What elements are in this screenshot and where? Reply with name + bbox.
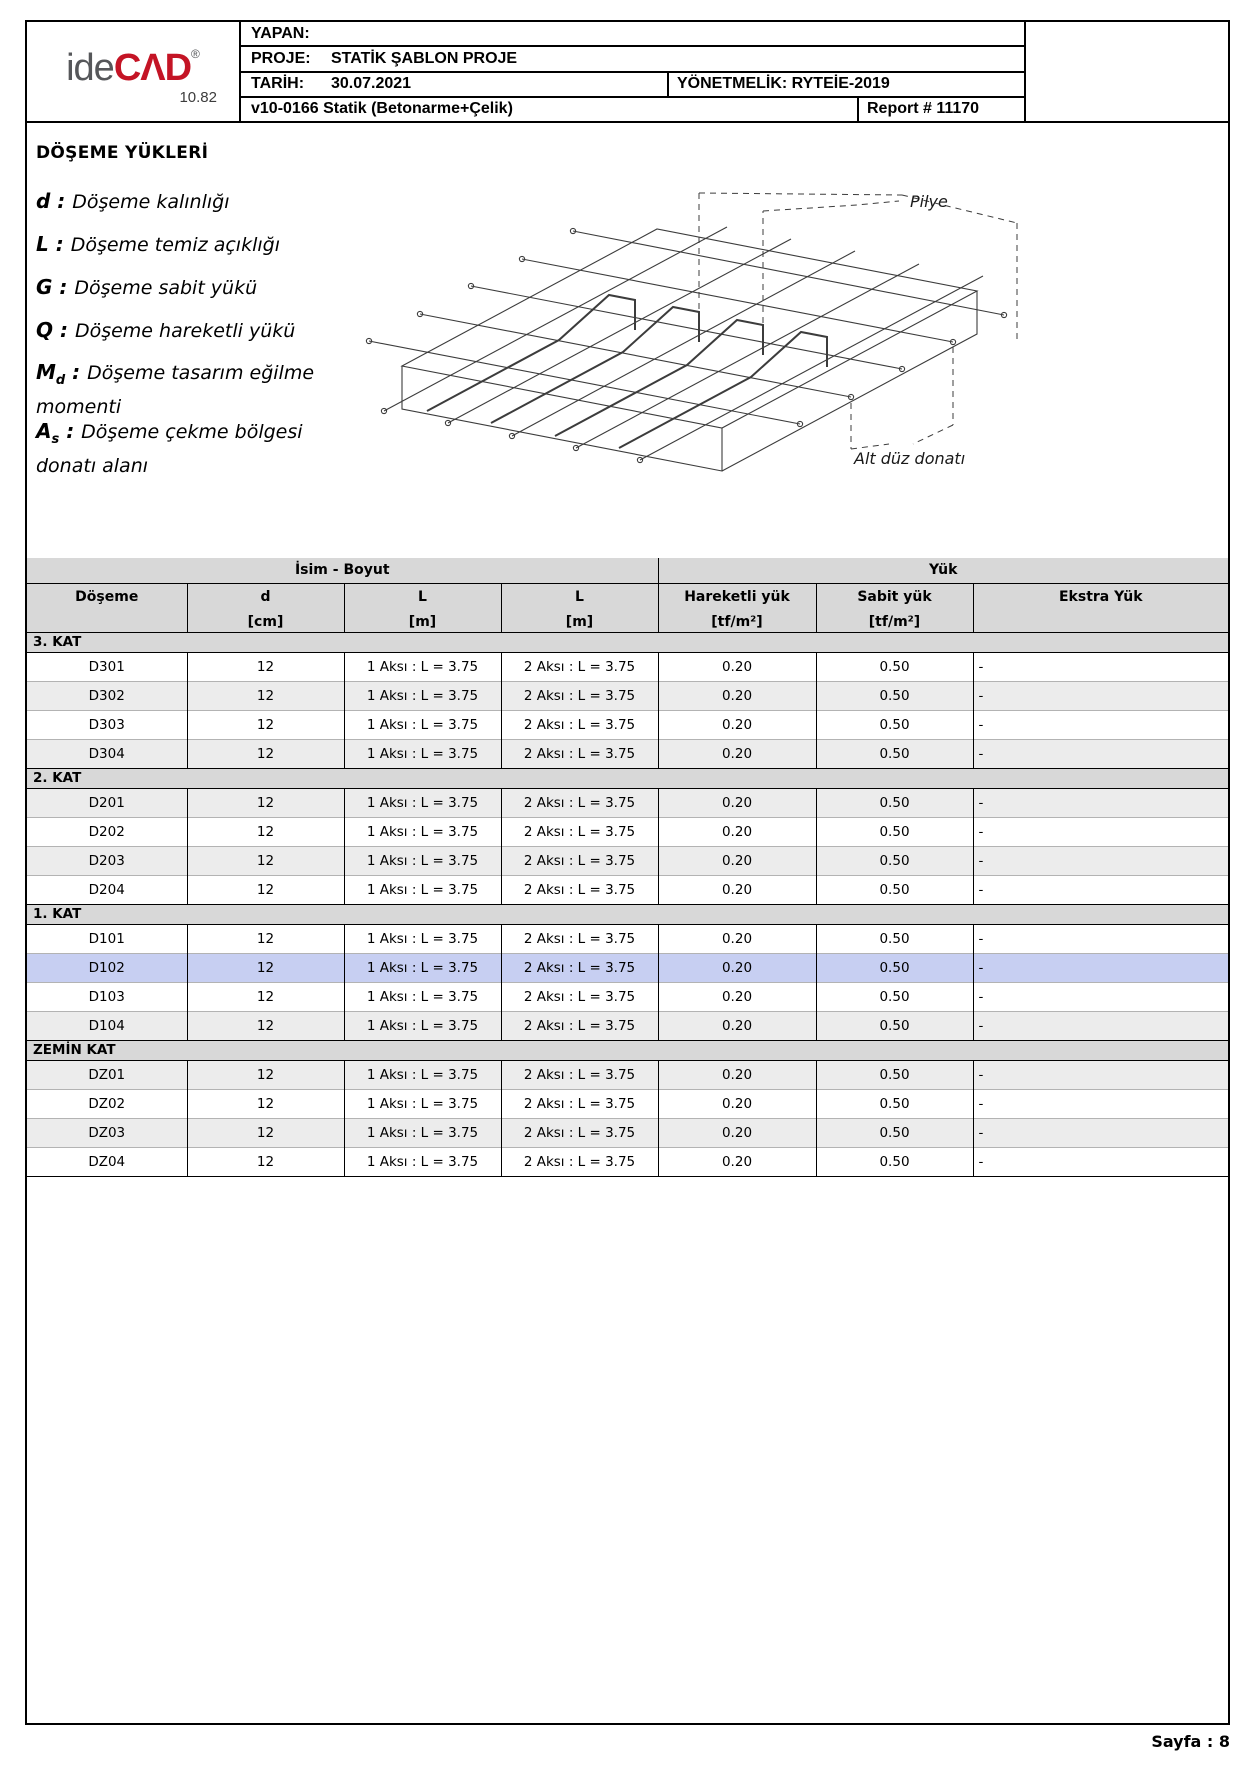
idecad-logo-cell [27,22,241,121]
table-cell: 1 Aksı : L = 3.75 [344,652,501,681]
column-header-cell: Hareketli yük [tf/m²] [658,583,816,632]
table-cell: 1 Aksı : L = 3.75 [344,1147,501,1176]
table-cell: - [973,739,1228,768]
table-data-row [27,1060,1228,1089]
header-fields [241,22,1024,121]
table-cell: 0.50 [816,846,973,875]
section-name-cell: 2. KAT [27,768,1228,788]
table-data-row [27,788,1228,817]
definition-text: Döşeme temiz açıklığı [70,234,280,256]
group-header-cell: Yük [658,558,1228,583]
table-cell: D304 [27,739,187,768]
table-cell: 12 [187,1089,344,1118]
column-header-cell: d [cm] [187,583,344,632]
table-cell: - [973,1011,1228,1040]
table-data-row [27,710,1228,739]
definition-separator: : [52,275,75,299]
table-cell: 1 Aksı : L = 3.75 [344,846,501,875]
table-cell: - [973,681,1228,710]
definition-symbol: G [36,275,53,299]
table-cell: 0.50 [816,1060,973,1089]
table-data-row [27,1089,1228,1118]
table-data-row [27,982,1228,1011]
report-header [27,22,1228,123]
software-version-cell: v10-0166 Statik (Betonarme+Çelik) [251,100,513,118]
column-header-cell: L [m] [344,583,501,632]
column-header-cell: L [m] [501,583,658,632]
yonetmelik-cell: YÖNETMELİK: RYTEİE-2019 [667,73,1024,96]
table-cell: 0.20 [658,681,816,710]
table-cell: 0.20 [658,875,816,904]
definition-separator: : [50,189,73,213]
table-cell: 1 Aksı : L = 3.75 [344,982,501,1011]
table-cell: 0.50 [816,652,973,681]
table-data-row [27,652,1228,681]
table-cell: - [973,1118,1228,1147]
table-cell: - [973,953,1228,982]
table-cell: 0.20 [658,1060,816,1089]
table-data-row [27,1118,1228,1147]
definition-separator: : [65,360,88,384]
table-data-row [27,846,1228,875]
table-cell: 1 Aksı : L = 3.75 [344,875,501,904]
table-data-row [27,681,1228,710]
table-cell: 12 [187,1011,344,1040]
table-cell: 2 Aksı : L = 3.75 [501,1011,658,1040]
definition-text: Döşeme tasarım eğilme momenti [36,362,315,418]
definition-item [36,359,366,420]
tarih-label: TARİH: [251,75,305,93]
table-data-row [27,875,1228,904]
section-name-cell: ZEMİN KAT [27,1040,1228,1060]
table-cell: 12 [187,982,344,1011]
table-cell: 0.50 [816,681,973,710]
logo-version: 10.82 [179,89,217,106]
definition-text: Döşeme kalınlığı [72,191,230,213]
table-cell: 2 Aksı : L = 3.75 [501,681,658,710]
table-cell: D301 [27,652,187,681]
table-cell: 1 Aksı : L = 3.75 [344,1118,501,1147]
table-cell: 0.20 [658,1147,816,1176]
table-cell: D202 [27,817,187,846]
table-cell: 0.20 [658,1118,816,1147]
header-row-tarih [241,73,1024,98]
table-cell: - [973,1089,1228,1118]
header-row-proje [241,47,1024,72]
table-cell: - [973,875,1228,904]
table-cell: D103 [27,982,187,1011]
table-section-row [27,768,1228,788]
page-border-box [25,20,1230,1725]
table-cell: - [973,1147,1228,1176]
table-cell: D303 [27,710,187,739]
header-row-version [241,98,1024,121]
table-cell: 0.20 [658,788,816,817]
table-section-row [27,1040,1228,1060]
definition-symbol: L [36,232,49,256]
table-cell: 12 [187,953,344,982]
group-header-cell: İsim - Boyut [27,558,658,583]
table-cell: 12 [187,710,344,739]
table-cell: 12 [187,924,344,953]
table-cell: 2 Aksı : L = 3.75 [501,1089,658,1118]
table-cell: 12 [187,875,344,904]
definition-text: Döşeme sabit yükü [74,277,258,299]
definition-item [36,274,366,301]
table-cell: 12 [187,739,344,768]
header-empty-cell [1024,22,1228,121]
table-body [27,632,1228,1176]
logo-cad-text: CΛD [113,47,192,89]
table-section-row [27,632,1228,652]
table-cell: D204 [27,875,187,904]
proje-value: STATİK ŞABLON PROJE [331,49,518,67]
proje-label: PROJE: [251,49,311,67]
table-cell: 12 [187,846,344,875]
table-cell: 0.50 [816,875,973,904]
table-cell: 2 Aksı : L = 3.75 [501,1060,658,1089]
table-cell: 0.50 [816,1147,973,1176]
table-cell: 12 [187,1118,344,1147]
table-cell: 12 [187,817,344,846]
table-cell: 1 Aksı : L = 3.75 [344,1060,501,1089]
definition-symbol: $A_s$ [36,419,60,447]
table-cell: D201 [27,788,187,817]
table-cell: 0.20 [658,982,816,1011]
table-cell: 0.50 [816,739,973,768]
definition-separator: : [59,419,82,443]
table-cell: 0.50 [816,953,973,982]
table-cell: DZ03 [27,1118,187,1147]
table-cell: - [973,817,1228,846]
table-cell: 1 Aksı : L = 3.75 [344,1089,501,1118]
table-cell: 12 [187,652,344,681]
table-data-row [27,739,1228,768]
table-cell: - [973,710,1228,739]
registered-mark: ® [191,47,200,61]
table-cell: 2 Aksı : L = 3.75 [501,875,658,904]
table-cell: 12 [187,681,344,710]
table-cell: DZ04 [27,1147,187,1176]
bottom-bars-dir1 [366,228,1006,426]
table-cell: - [973,846,1228,875]
table-cell: 0.20 [658,924,816,953]
table-cell: D302 [27,681,187,710]
table-cell: D101 [27,924,187,953]
table-cell: 1 Aksı : L = 3.75 [344,788,501,817]
table-cell: - [973,788,1228,817]
table-cell: - [973,652,1228,681]
table-head [27,558,1228,632]
column-header-cell: Ekstra Yük [973,583,1228,632]
table-cell: 2 Aksı : L = 3.75 [501,924,658,953]
header-row-yapan [241,22,1024,47]
table-cell: DZ02 [27,1089,187,1118]
table-cell: 0.50 [816,982,973,1011]
table-cell: 1 Aksı : L = 3.75 [344,739,501,768]
column-header-cell: Sabit yük [tf/m²] [816,583,973,632]
page-number: Sayfa : 8 [1151,1732,1230,1751]
table-cell: 0.50 [816,817,973,846]
definition-symbol: d [36,189,51,213]
definition-separator: : [48,232,71,256]
tarih-value: 30.07.2021 [331,75,412,93]
table-cell: 2 Aksı : L = 3.75 [501,846,658,875]
report-number-cell: Report # 11170 [857,98,1024,121]
table-cell: 0.50 [816,1089,973,1118]
table-cell: - [973,1060,1228,1089]
slab-front-edge [722,291,977,471]
table-data-row [27,953,1228,982]
table-data-row [27,1011,1228,1040]
table-cell: 0.20 [658,652,816,681]
definition-symbol: Q [36,318,54,342]
table-cell: 2 Aksı : L = 3.75 [501,788,658,817]
slab-reinforcement-diagram [357,181,1047,496]
table-cell: 12 [187,1060,344,1089]
table-cell: 12 [187,788,344,817]
slab-loads-table [27,558,1228,1177]
table-cell: 1 Aksı : L = 3.75 [344,817,501,846]
table-cell: DZ01 [27,1060,187,1089]
tarih-cell [241,73,667,96]
table-cell: 12 [187,1147,344,1176]
table-cell: 2 Aksı : L = 3.75 [501,710,658,739]
table-group-header-row [27,558,1228,583]
table-data-row [27,817,1228,846]
table-cell: 0.50 [816,1011,973,1040]
pilye-label: Pilye [910,192,948,211]
table-cell: 0.50 [816,710,973,739]
yapan-label: YAPAN: [251,24,310,42]
table-cell: - [973,982,1228,1011]
table-cell: 0.20 [658,739,816,768]
table-cell: 0.20 [658,1089,816,1118]
table-cell: 1 Aksı : L = 3.75 [344,710,501,739]
table-cell: 0.20 [658,817,816,846]
definition-item [36,418,366,479]
table-cell: 0.20 [658,710,816,739]
bottom-bars-dir2 [381,227,983,463]
table-section-row [27,904,1228,924]
pilye-leader-lines [699,193,1017,341]
table-cell: 1 Aksı : L = 3.75 [344,681,501,710]
table-cell: 0.20 [658,846,816,875]
table-cell: 0.50 [816,924,973,953]
table-cell: 2 Aksı : L = 3.75 [501,982,658,1011]
definition-text: Döşeme hareketli yükü [74,320,296,342]
table-cell: 0.20 [658,1011,816,1040]
report-content [27,123,1228,1723]
section-name-cell: 1. KAT [27,904,1228,924]
definition-symbol: $M_d$ [36,360,66,388]
table-cell: 0.50 [816,1118,973,1147]
definition-item [36,317,366,344]
table-data-row [27,924,1228,953]
logo-ide-text: ide [66,47,114,89]
table-cell: 2 Aksı : L = 3.75 [501,817,658,846]
table-cell: 0.20 [658,953,816,982]
table-cell: 2 Aksı : L = 3.75 [501,652,658,681]
table-cell: 1 Aksı : L = 3.75 [344,953,501,982]
column-header-cell: Döşeme [27,583,187,632]
table-cell: 0.50 [816,788,973,817]
table-cell: 2 Aksı : L = 3.75 [501,953,658,982]
table-cell: - [973,924,1228,953]
table-data-row [27,1147,1228,1176]
table-cell: D104 [27,1011,187,1040]
table-cell: 1 Aksı : L = 3.75 [344,924,501,953]
definition-item [36,231,366,258]
idecad-logo [27,34,239,88]
definition-text: Döşeme çekme bölgesi donatı alanı [36,421,303,477]
definition-item [36,188,366,215]
table-cell: D203 [27,846,187,875]
table-cell: D102 [27,953,187,982]
table-cell: 2 Aksı : L = 3.75 [501,739,658,768]
alt-duz-donati-label: Alt düz donatı [854,449,966,468]
table-cell: 2 Aksı : L = 3.75 [501,1118,658,1147]
definition-separator: : [53,318,75,342]
table-cell: 2 Aksı : L = 3.75 [501,1147,658,1176]
section-name-cell: 3. KAT [27,632,1228,652]
table-cell: 1 Aksı : L = 3.75 [344,1011,501,1040]
page-title: DÖŞEME YÜKLERİ [36,143,209,163]
table-column-header-row [27,583,1228,632]
